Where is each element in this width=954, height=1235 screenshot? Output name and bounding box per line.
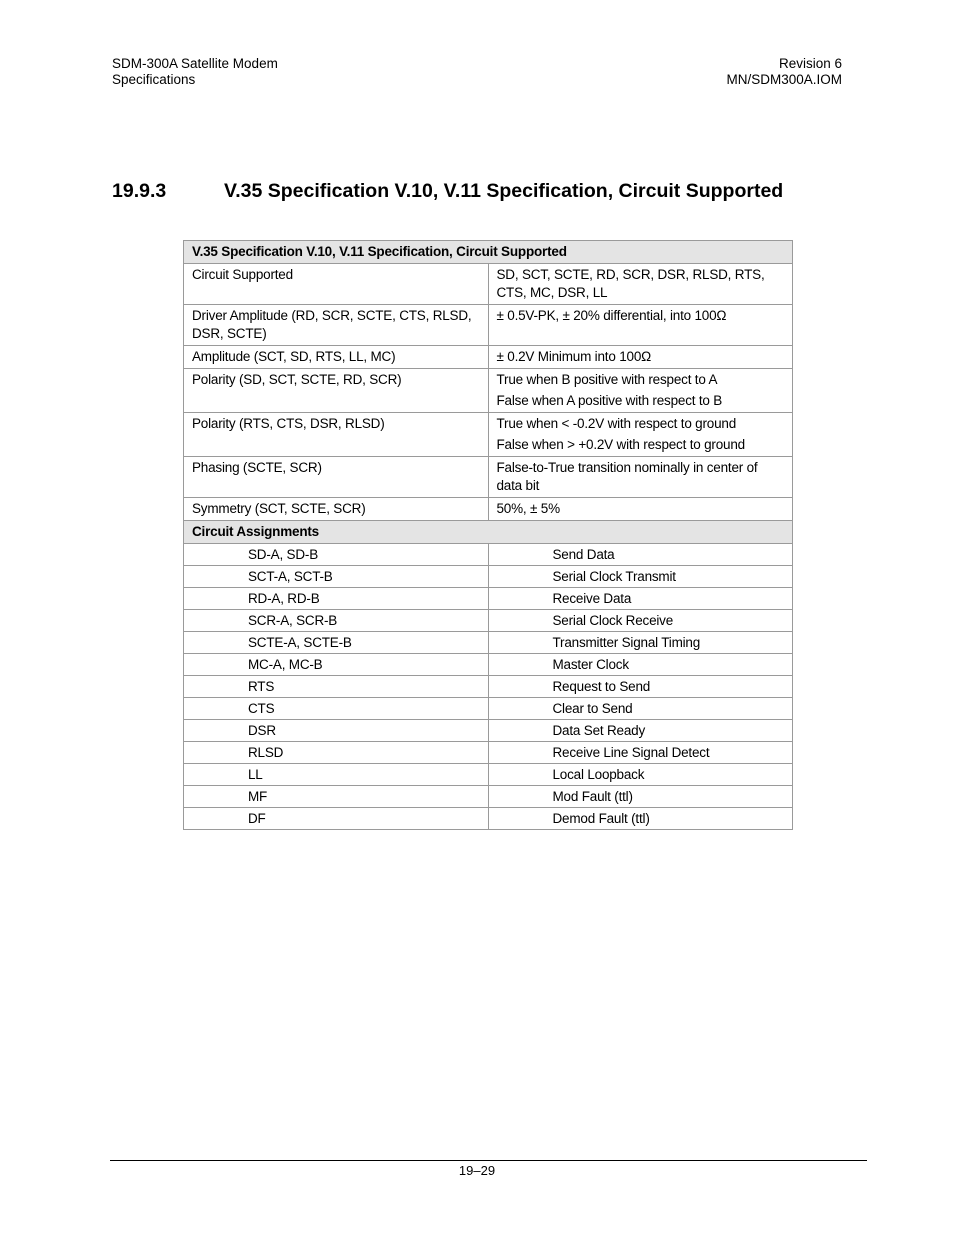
assignment-row xyxy=(184,676,793,698)
spec-table xyxy=(183,240,793,830)
assignment-description: Transmitter Signal Timing xyxy=(488,632,793,654)
revision-label: Revision 6 xyxy=(778,56,842,71)
spec-value xyxy=(488,369,793,413)
spec-label: Polarity (RTS, CTS, DSR, RLSD) xyxy=(184,413,489,457)
assignment-signal: LL xyxy=(184,764,489,786)
assignment-signal: RTS xyxy=(184,676,489,698)
assignment-signal: RLSD xyxy=(184,742,489,764)
assignment-signal: DF xyxy=(184,808,489,830)
document-section: Specifications xyxy=(112,72,196,87)
table-row xyxy=(184,305,793,346)
assignment-description: Receive Line Signal Detect xyxy=(488,742,793,764)
table-row xyxy=(184,457,793,498)
assignment-row xyxy=(184,720,793,742)
assignment-row xyxy=(184,742,793,764)
table-row xyxy=(184,498,793,521)
table-row xyxy=(184,413,793,457)
table-caption-row xyxy=(184,241,793,264)
spec-value xyxy=(488,413,793,457)
assignment-description: Receive Data xyxy=(488,588,793,610)
spec-value: ± 0.2V Minimum into 100Ω xyxy=(488,346,793,369)
table-row xyxy=(184,369,793,413)
assignment-description: Local Loopback xyxy=(488,764,793,786)
spec-label: Circuit Supported xyxy=(184,264,489,305)
assignment-description: Clear to Send xyxy=(488,698,793,720)
spec-value-line: True when < -0.2V with respect to ground xyxy=(496,416,737,431)
table-caption: V.35 Specification V.10, V.11 Specification, Circuit Supported xyxy=(184,241,793,264)
assignment-row xyxy=(184,764,793,786)
assignment-signal: SCTE-A, SCTE-B xyxy=(184,632,489,654)
assignment-signal: MF xyxy=(184,786,489,808)
assignment-row xyxy=(184,610,793,632)
assignment-row xyxy=(184,698,793,720)
assignment-row xyxy=(184,654,793,676)
section-heading xyxy=(112,180,783,203)
assignments-heading: Circuit Assignments xyxy=(184,521,793,544)
page-header-left xyxy=(112,56,278,88)
assignment-row xyxy=(184,544,793,566)
spec-value-line: False when > +0.2V with respect to ground xyxy=(496,437,745,452)
section-number: 19.9.3 xyxy=(112,180,167,202)
document-number: MN/SDM300A.IOM xyxy=(726,72,842,87)
table-row xyxy=(184,346,793,369)
table-row xyxy=(184,264,793,305)
assignment-row xyxy=(184,786,793,808)
assignment-signal: DSR xyxy=(184,720,489,742)
assignment-signal: RD-A, RD-B xyxy=(184,588,489,610)
spec-value: 50%, ± 5% xyxy=(488,498,793,521)
assignment-signal: SCR-A, SCR-B xyxy=(184,610,489,632)
spec-label: Driver Amplitude (RD, SCR, SCTE, CTS, RLSD, DSR, SCTE) xyxy=(184,305,489,346)
spec-label: Phasing (SCTE, SCR) xyxy=(184,457,489,498)
spec-value: False-to-True transition nominally in center of data bit xyxy=(488,457,793,498)
spec-value: SD, SCT, SCTE, RD, SCR, DSR, RLSD, RTS, CTS, MC, DSR, LL xyxy=(488,264,793,305)
assignment-description: Request to Send xyxy=(488,676,793,698)
assignment-signal: MC-A, MC-B xyxy=(184,654,489,676)
document-title: SDM-300A Satellite Modem xyxy=(112,56,278,71)
section-title: V.35 Specification V.10, V.11 Specification, Circuit Supported xyxy=(224,180,784,202)
assignment-description: Master Clock xyxy=(488,654,793,676)
assignment-row xyxy=(184,566,793,588)
spec-value-line: True when B positive with respect to A xyxy=(496,372,718,387)
spec-label: Symmetry (SCT, SCTE, SCR) xyxy=(184,498,489,521)
page-number: 19–29 xyxy=(458,1163,496,1178)
assignment-description: Send Data xyxy=(488,544,793,566)
spec-label: Amplitude (SCT, SD, RTS, LL, MC) xyxy=(184,346,489,369)
spec-value: ± 0.5V-PK, ± 20% differential, into 100Ω xyxy=(488,305,793,346)
spec-label: Polarity (SD, SCT, SCTE, RD, SCR) xyxy=(184,369,489,413)
assignment-signal: CTS xyxy=(184,698,489,720)
assignment-description: Data Set Ready xyxy=(488,720,793,742)
assignment-row xyxy=(184,588,793,610)
assignments-heading-row xyxy=(184,521,793,544)
assignment-description: Demod Fault (ttl) xyxy=(488,808,793,830)
assignment-description: Serial Clock Transmit xyxy=(488,566,793,588)
assignment-description: Mod Fault (ttl) xyxy=(488,786,793,808)
spec-value-line: False when A positive with respect to B xyxy=(496,393,723,408)
page-header-right xyxy=(726,56,842,88)
assignment-row xyxy=(184,632,793,654)
assignment-signal: SCT-A, SCT-B xyxy=(184,566,489,588)
assignment-description: Serial Clock Receive xyxy=(488,610,793,632)
assignment-row xyxy=(184,808,793,830)
footer-divider xyxy=(110,1160,867,1161)
assignment-signal: SD-A, SD-B xyxy=(184,544,489,566)
